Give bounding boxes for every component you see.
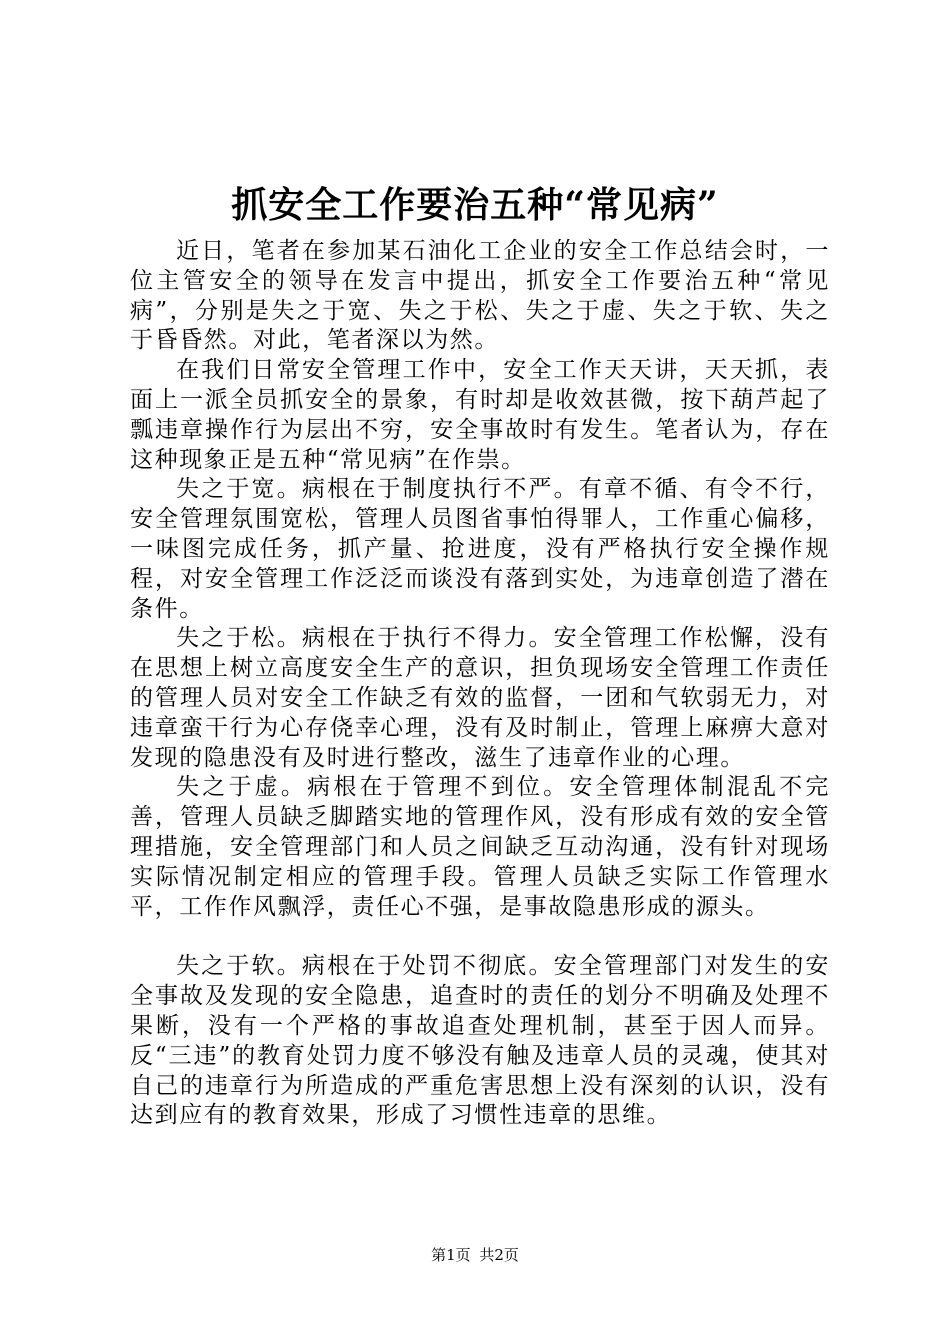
document-title: 抓安全工作要治五种“常见病” bbox=[231, 184, 719, 226]
paragraph-kuan: 失之于宽。病根在于制度执行不严。有章不循、有令不行，安全管理氛围宽松，管理人员图省事怕得罪人，工作重心偏移，一味图完成任务，抓产量、抢进度，没有严格执行安全操作规程，对安全管理工作泛泛而谈没有落到实处，为违章创造了潜在条件。 bbox=[130, 476, 830, 622]
paragraph-intro: 近日，笔者在参加某石油化工企业的安全工作总结会时，一位主管安全的领导在发言中提出，抓安全工作要治五种“常见病”，分别是失之于宽、失之于松、失之于虚、失之于软、失之于昏昏然。对此，笔者深以为然。 bbox=[130, 238, 830, 354]
paragraph-ruan: 失之于软。病根在于处罚不彻底。安全管理部门对发生的安全事故及发现的安全隐患，追查时的责任的划分不明确及处理不果断，没有一个严格的事故追查处理机制，甚至于因人而异。反“三违”的教育处罚力度不够没有触及违章人员的灵魂，使其对自己的违章行为所造成的严重危害思想上没有深刻的认识，没有达到应有的教育效果，形成了习惯性违章的思维。 bbox=[130, 953, 830, 1129]
page-footer bbox=[0, 1245, 950, 1265]
document-body bbox=[130, 237, 830, 1131]
paragraph-song: 失之于松。病根在于执行不得力。安全管理工作松懈，没有在思想上树立高度安全生产的意识，担负现场安全管理工作责任的管理人员对安全工作缺乏有效的监督，一团和气软弱无力，对违章蛮干行为心存侥幸心理，没有及时制止，管理上麻痹大意对发现的隐患没有及时进行整改，滋生了违章作业的心理。 bbox=[130, 625, 830, 771]
page-number: 第1页 bbox=[431, 1246, 471, 1264]
paragraph-context: 在我们日常安全管理工作中，安全工作天天讲，天天抓，表面上一派全员抓安全的景象，有时却是收效甚微，按下葫芦起了瓢违章操作行为层出不穷，安全事故时有发生。笔者认为，存在这种现象正是五种“常见病”在作祟。 bbox=[130, 357, 830, 473]
paragraph-spacer bbox=[130, 922, 830, 952]
paragraph-xu: 失之于虚。病根在于管理不到位。安全管理体制混乱不完善，管理人员缺乏脚踏实地的管理作风，没有形成有效的安全管理措施，安全管理部门和人员之间缺乏互动沟通，没有针对现场实际情况制定相应的管理手段。管理人员缺乏实际工作管理水平，工作作风飘浮，责任心不强，是事故隐患形成的源头。 bbox=[130, 774, 830, 920]
page-total: 共2页 bbox=[479, 1246, 519, 1264]
